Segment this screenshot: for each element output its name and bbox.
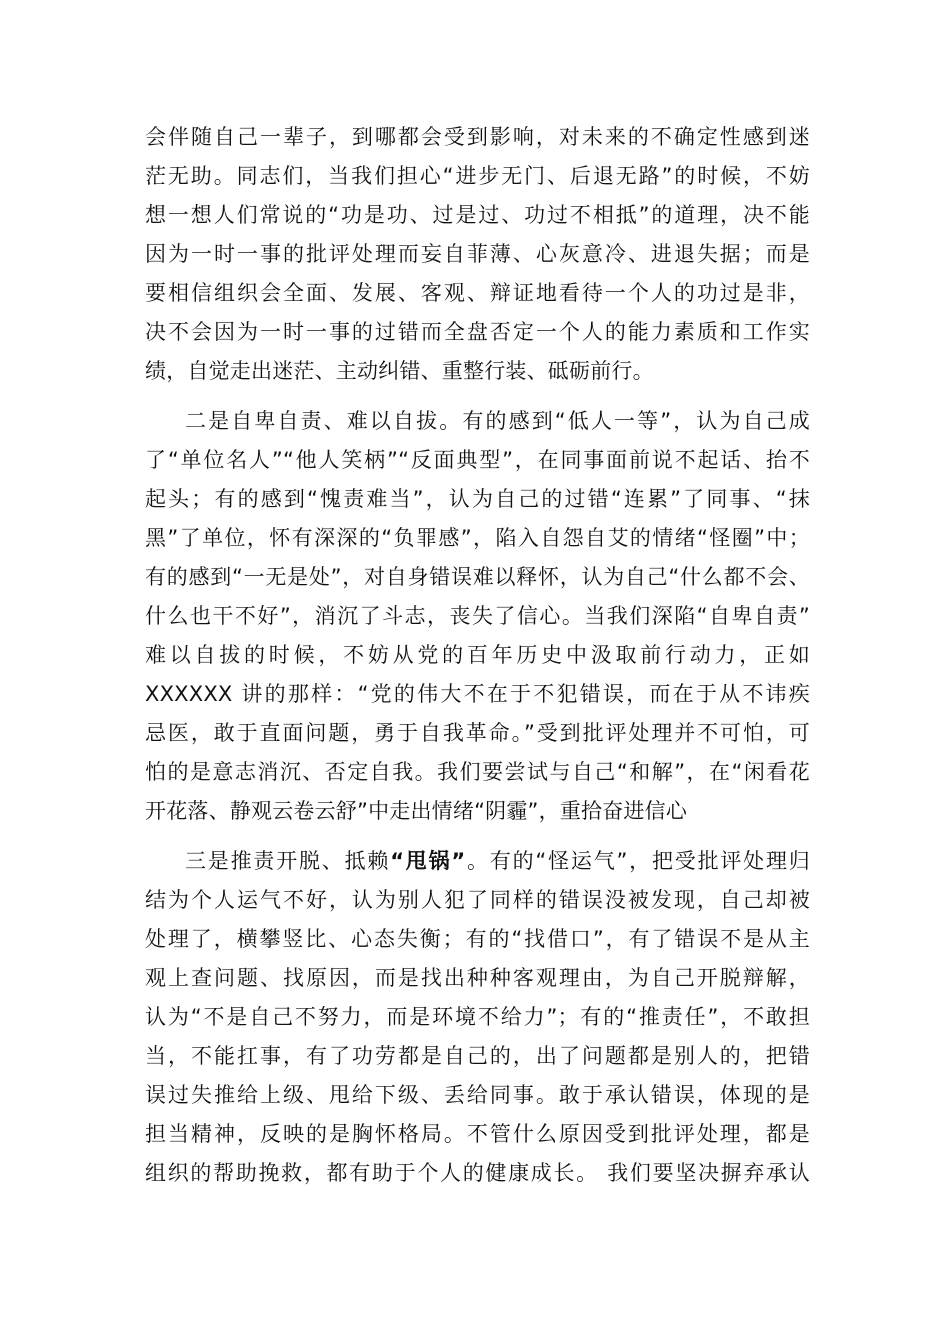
paragraph-line: 什么也干不好”，消沉了斗志，丧失了信心。当我们深陷“自卑自责”	[145, 604, 810, 628]
paragraph-line-first	[185, 842, 810, 881]
paragraph-line: 有的感到“一无是处”，对自身错误难以释怀，认为自己“什么都不会、	[145, 565, 810, 589]
paragraph-lead-text: 三是推责开脱、抵赖	[185, 849, 391, 873]
paragraph-line: 结为个人运气不好，认为别人犯了同样的错误没被发现，自己却被	[145, 888, 810, 912]
bold-term: “甩锅”	[390, 849, 466, 873]
paragraph-line: XXXXXX 讲的那样：“党的伟大不在于不犯错误，而在于从不讳疾	[145, 682, 810, 706]
paragraph-line: 想一想人们常说的“功是功、过是过、功过不相抵”的道理，决不能	[145, 203, 810, 227]
paragraph-line: 了“单位名人”“他人笑柄”“反面典型”，在同事面前说不起话、抬不	[145, 448, 810, 472]
paragraph-line: 二是自卑自责、难以自拔。有的感到“低人一等”，认为自己成	[185, 409, 810, 433]
paragraph-line: 决不会因为一时一事的过错而全盘否定一个人的能力素质和工作实	[145, 320, 810, 344]
paragraph-line: 难以自拔的时候，不妨从党的百年历史中汲取前行动力，正如	[145, 643, 810, 667]
paragraph-line: 要相信组织会全面、发展、客观、辩证地看待一个人的功过是非，	[145, 281, 810, 305]
paragraph-line: 处理了，横攀竖比、心态失衡；有的“找借口”，有了错误不是从主	[145, 927, 810, 951]
paragraph-line: 怕的是意志消沉、否定自我。我们要尝试与自己“和解”，在“闲看花	[145, 760, 810, 784]
paragraph-line: 因为一时一事的批评处理而妄自菲薄、心灰意冷、进退失据；而是	[145, 242, 810, 266]
paragraph-line: 起头；有的感到“愧责难当”，认为自己的过错“连累”了同事、“抹	[145, 487, 810, 511]
paragraph-line: 茫无助。同志们，当我们担心“进步无门、后退无路”的时候，不妨	[145, 164, 810, 188]
paragraph-line: 会伴随自己一辈子，到哪都会受到影响，对未来的不确定性感到迷	[145, 125, 810, 149]
paragraph-line: 黑”了单位，怀有深深的“负罪感”，陷入自怨自艾的情绪“怪圈”中；	[145, 526, 810, 550]
paragraph-lead-tail: 。有的“怪运气”，把受批评处理归	[465, 849, 810, 873]
paragraph-line: 担当精神，反映的是胸怀格局。不管什么原因受到批评处理，都是	[145, 1122, 810, 1146]
paragraph-line: 误过失推给上级、甩给下级、丢给同事。敢于承认错误，体现的是	[145, 1083, 810, 1107]
paragraph-line: 认为“不是自己不努力，而是环境不给力”；有的“推责任”，不敢担	[145, 1005, 810, 1029]
paragraph-line: 绩，自觉走出迷茫、主动纠错、重整行装、砥砺前行。	[145, 359, 654, 383]
paragraph-line: 忌医，敢于直面问题，勇于自我革命。”受到批评处理并不可怕，可	[145, 721, 810, 745]
paragraph-line: 当，不能扛事，有了功劳都是自己的，出了问题都是别人的，把错	[145, 1044, 810, 1068]
paragraph-line: 观上查问题、找原因，而是找出种种客观理由，为自己开脱辩解，	[145, 966, 810, 990]
paragraph-line: 开花落、静观云卷云舒”中走出情绪“阴霾”，重拾奋进信心	[145, 799, 688, 823]
paragraph-line: 组织的帮助挽救，都有助于个人的健康成长。 我们要坚决摒弃承认	[145, 1161, 810, 1185]
